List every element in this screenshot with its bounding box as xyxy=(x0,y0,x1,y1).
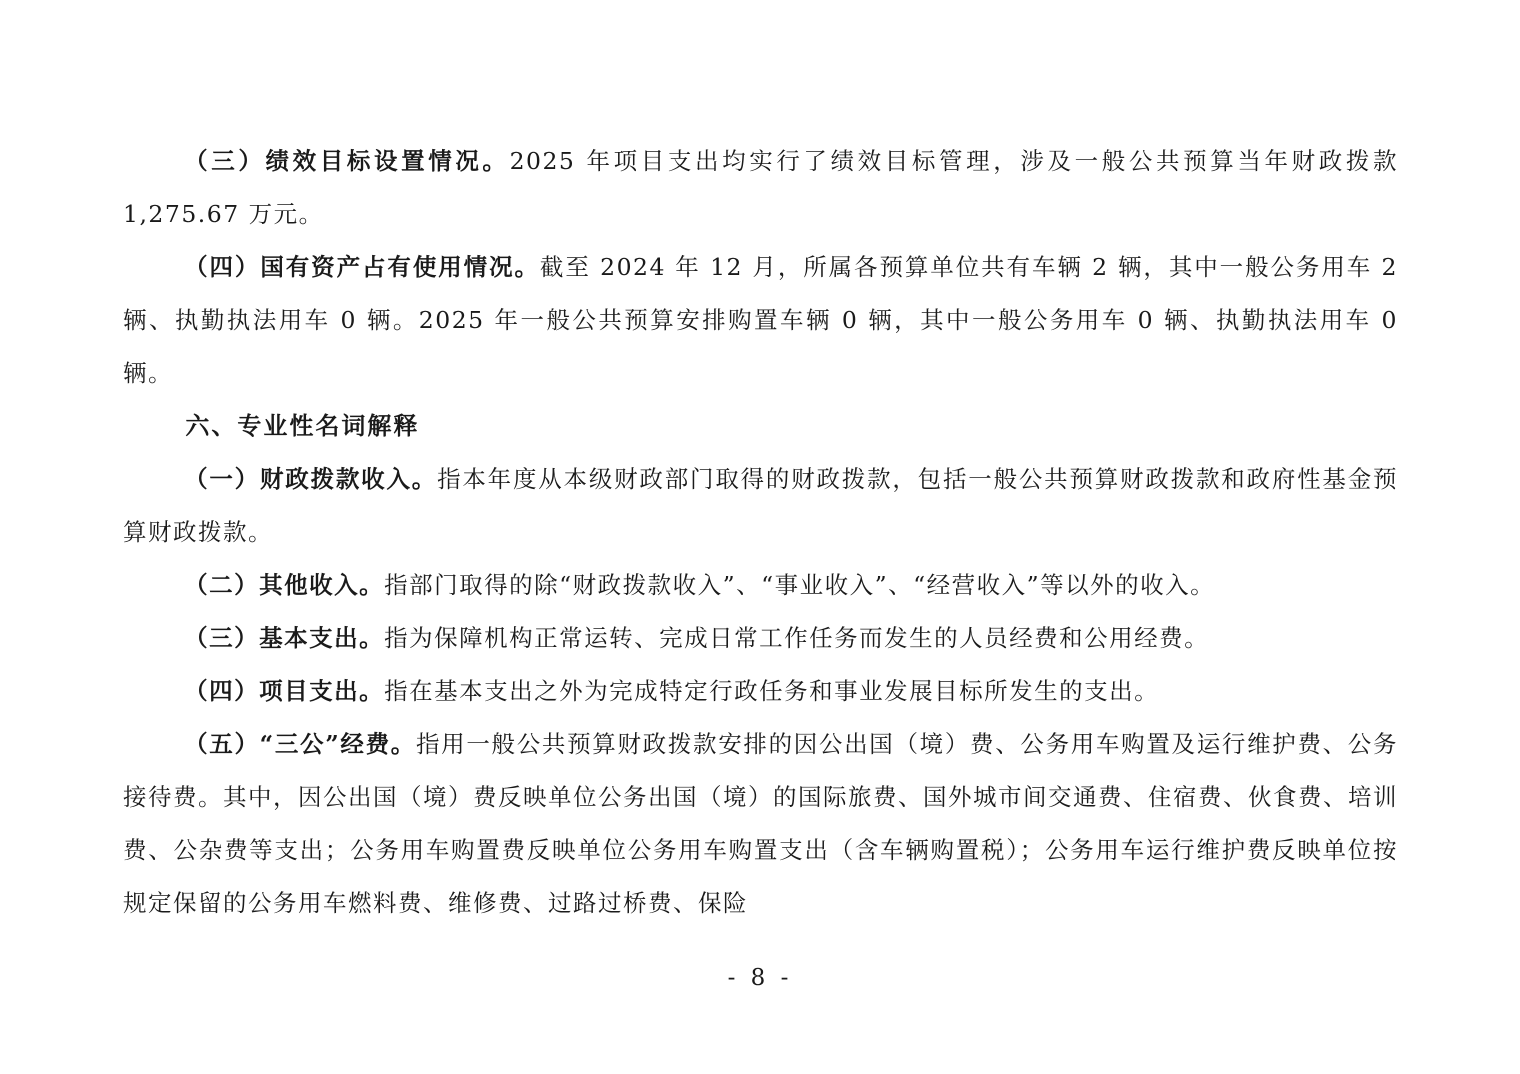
paragraph-state-assets xyxy=(123,241,1398,400)
definition-text: 指在基本支出之外为完成特定行政任务和事业发展目标所发生的支出。 xyxy=(384,677,1160,705)
section-heading: 六、专业性名词解释 xyxy=(185,412,420,440)
document-body xyxy=(123,135,1398,930)
definition-fiscal-appropriation-income xyxy=(123,453,1398,559)
definition-lead: （四）项目支出。 xyxy=(184,677,385,705)
definition-lead: （一）财政拨款收入。 xyxy=(184,465,438,493)
paragraph-text: 2025 年项目支出均实行了绩效目标管理，涉及一般公共预算当年财政拨款 1,275.67 万元。 xyxy=(123,147,1398,228)
paragraph-lead: （三）绩效目标设置情况。 xyxy=(184,147,510,175)
definition-text: 指用一般公共预算财政拨款安排的因公出国（境）费、公务用车购置及运行维护费、公务接待费。其中，因公出国（境）费反映单位公务出国（境）的国际旅费、国外城市间交通费、住宿费、伙食费、培训费、公杂费等支出；公务用车购置费反映单位公务用车购置支出（含车辆购置税）；公务用车运行维护费反映单位按规定保留的公务用车燃料费、维修费、过路过桥费、保险 xyxy=(123,730,1398,917)
definition-lead: （五）“三公”经费。 xyxy=(184,730,416,758)
paragraph-performance-targets xyxy=(123,135,1398,241)
definition-text: 指部门取得的除“财政拨款收入”、“事业收入”、“经营收入”等以外的收入。 xyxy=(384,571,1216,599)
definition-lead: （二）其他收入。 xyxy=(184,571,385,599)
definition-lead: （三）基本支出。 xyxy=(184,624,385,652)
page-number: - 8 - xyxy=(727,965,793,991)
paragraph-lead: （四）国有资产占有使用情况。 xyxy=(184,253,540,281)
definition-basic-expenditure xyxy=(123,612,1398,665)
paragraph-text: 截至 2024 年 12 月，所属各预算单位共有车辆 2 辆，其中一般公务用车 2 辆、执勤执法用车 0 辆。2025 年一般公共预算安排购置车辆 0 辆，其中一般公务用车 0 辆、执勤执法用车 0 辆。 xyxy=(123,253,1398,387)
definition-text: 指本年度从本级财政部门取得的财政拨款，包括一般公共预算财政拨款和政府性基金预算财政拨款。 xyxy=(123,465,1399,546)
definition-text: 指为保障机构正常运转、完成日常工作任务而发生的人员经费和公用经费。 xyxy=(384,624,1210,652)
definition-project-expenditure xyxy=(123,665,1398,718)
definition-three-public-expenses xyxy=(123,718,1398,930)
definition-other-income xyxy=(123,559,1398,612)
